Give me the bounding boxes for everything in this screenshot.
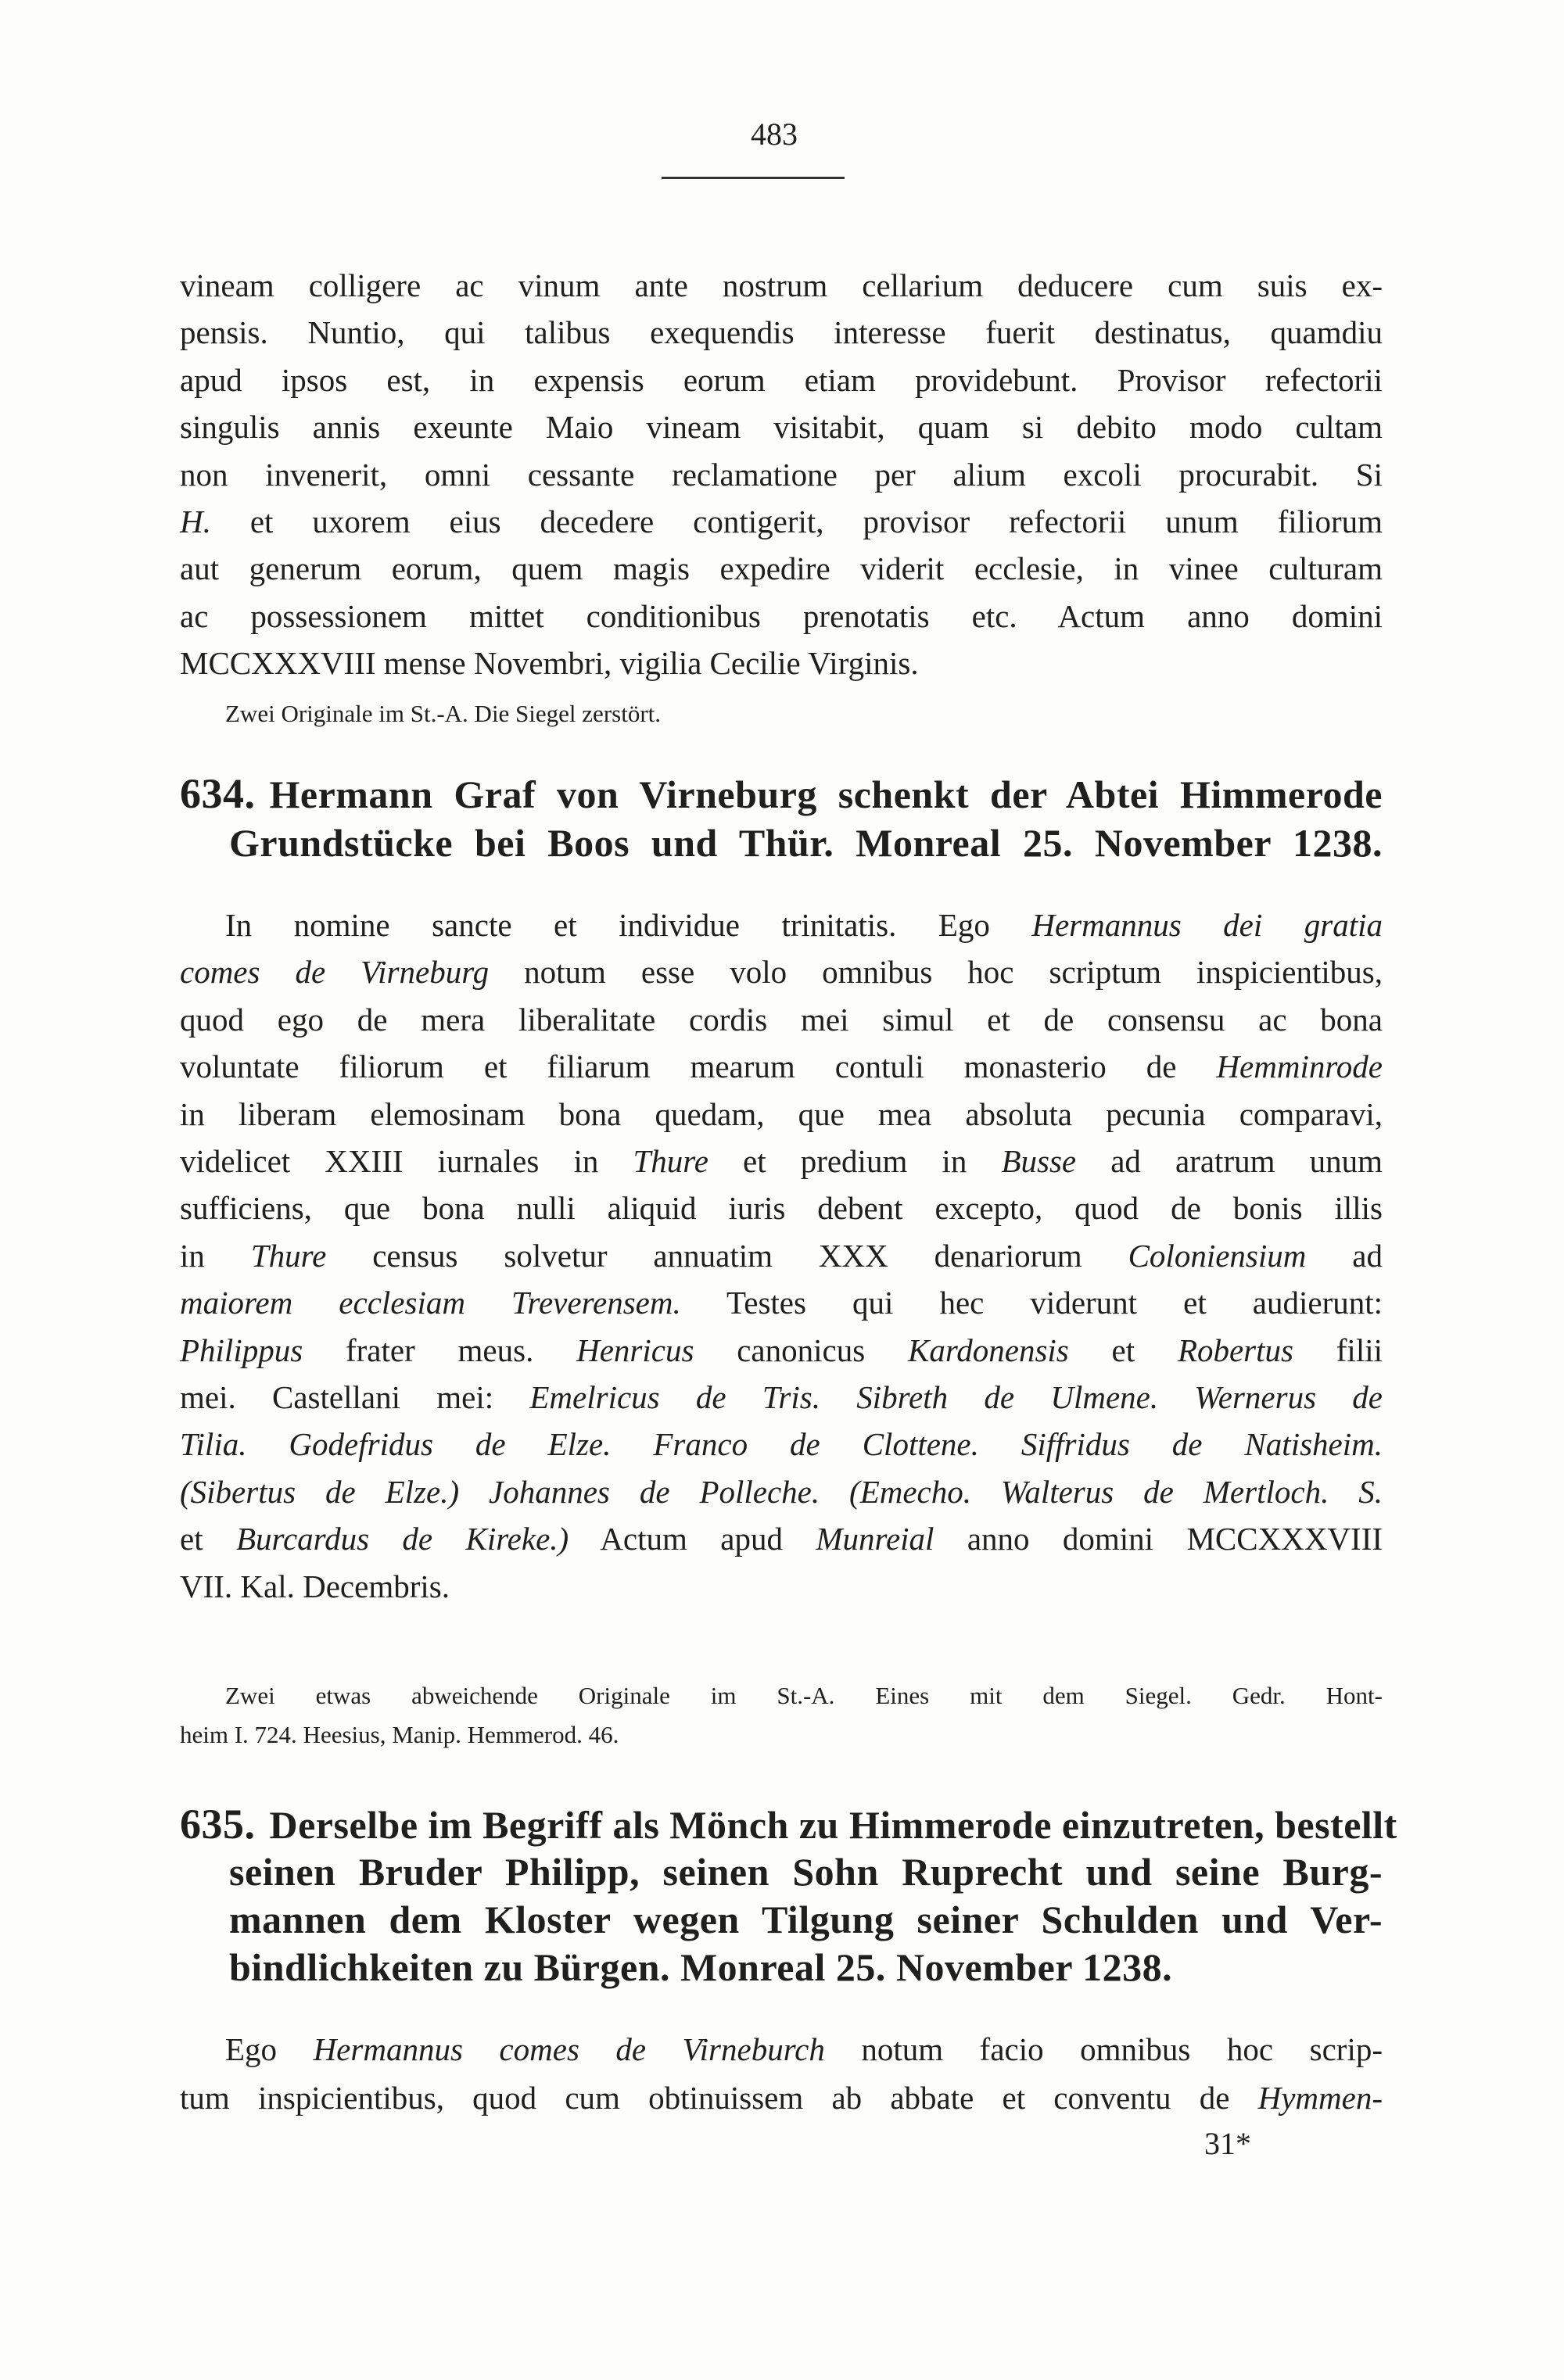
italic-name-text: comes de Virneburg — [180, 954, 490, 991]
italic-name-text: maiorem ecclesiam Treverensem. — [180, 1285, 681, 1321]
text-segment: aut generum eorum, quem magis expedire viderit ecclesie, in vinee culturam — [180, 550, 1383, 587]
text-segment: et — [180, 1521, 236, 1557]
italic-name-text: Munreial — [816, 1521, 934, 1557]
text-segment: frater meus. — [303, 1332, 577, 1368]
text-segment: in liberam elemosinam bona quedam, que mea absoluta pecunia comparavi, — [180, 1095, 1383, 1132]
text-segment: et predium in — [708, 1143, 1002, 1179]
text-segment: apud ipsos est, in expensis eorum etiam providebunt. Provisor refectorii — [180, 361, 1383, 398]
italic-name-text: Thure — [633, 1143, 708, 1179]
text-segment: non invenerit, omni cessante reclamatione per alium excoli procurabit. Si — [180, 456, 1383, 493]
text-segment: ad aratrum unum — [1076, 1143, 1383, 1179]
paragraph-line — [180, 549, 1383, 588]
paragraph-line — [180, 952, 1383, 991]
paragraph-line — [180, 502, 1383, 541]
text-segment: videlicet XXIII iurnales in — [180, 1143, 633, 1179]
text-segment: Ego — [225, 2031, 314, 2067]
text-segment: pensis. Nuntio, qui talibus exequendis interesse fuerit destinatus, quamdiu — [180, 314, 1383, 351]
paragraph-line — [225, 905, 1383, 944]
text-segment: et — [1068, 1332, 1178, 1368]
text-segment: seinen Bruder Philipp, seinen Sohn Ruprecht und seine Burg- — [229, 1850, 1383, 1894]
charter-heading-line — [229, 1900, 1383, 1939]
italic-name-text: Henricus — [576, 1332, 694, 1368]
text-segment: Testes qui hec viderunt et audierunt: — [680, 1285, 1383, 1321]
text-segment: filii — [1293, 1332, 1383, 1368]
text-segment: VII. Kal. Decembris. — [180, 1568, 450, 1604]
text-segment: quod ego de mera liberalitate cordis mei simul et de consensu ac bona — [180, 1001, 1383, 1038]
text-segment: Grundstücke bei Boos und Thür. Monreal 25. November 1238. — [229, 821, 1383, 865]
italic-name-text: Hymmen- — [1257, 2080, 1383, 2116]
paragraph-line — [180, 1142, 1383, 1181]
source-note-line — [225, 694, 1383, 733]
italic-name-text: Robertus — [1177, 1332, 1293, 1368]
text-segment: ad — [1306, 1237, 1383, 1274]
paragraph-line — [180, 1000, 1383, 1039]
paragraph-line — [180, 313, 1383, 352]
text-segment: et uxorem eius decedere contigerit, provisor refectorii unum filiorum — [210, 504, 1383, 539]
italic-name-text: Hemminrode — [1216, 1048, 1383, 1085]
paragraph-line — [180, 1095, 1383, 1134]
italic-name-text: Kardonensis — [907, 1332, 1069, 1368]
charter-number: 634. — [180, 770, 256, 817]
charter-heading-line — [180, 770, 1383, 817]
charter-heading-line — [229, 821, 1383, 865]
paragraph-line — [180, 1425, 1383, 1464]
italic-name-text: Hermannus dei gratia — [1031, 907, 1383, 943]
paragraph-line — [180, 1283, 1383, 1322]
paragraph-line — [180, 597, 1383, 636]
text-segment: in — [180, 1237, 251, 1274]
italic-name-text: H. — [180, 504, 211, 539]
paragraph-line — [180, 266, 1383, 305]
text-segment: census solvetur annuatim XXX denariorum — [326, 1237, 1128, 1274]
text-segment: Hermann Graf von Virneburg schenkt der Abtei Himmerode — [269, 772, 1383, 816]
italic-name-text: Busse — [1001, 1143, 1077, 1179]
text-segment: voluntate filiorum et filiarum mearum contuli monasterio de — [180, 1048, 1217, 1085]
charter-heading-line — [229, 1850, 1383, 1894]
paragraph-line — [180, 1047, 1383, 1086]
text-segment: sufficiens, que bona nulli aliquid iuris debent excepto, quod de bonis illis — [180, 1190, 1383, 1227]
text-segment: In nomine sancte et individue trinitatis. Ego — [225, 907, 1032, 943]
paragraph-line — [180, 1472, 1383, 1511]
text-segment: MCCXXXVIII mense Novembri, vigilia Cecilie Virginis. — [180, 645, 919, 682]
text-segment: mannen dem Kloster wegen Tilgung seiner Schulden und Ver- — [229, 1898, 1383, 1941]
page-number: 483 — [751, 116, 798, 152]
italic-name-text: Burcardus de Kireke.) — [235, 1521, 569, 1557]
charter-heading-line — [180, 1801, 1397, 1848]
italic-name-text: Thure — [250, 1237, 327, 1274]
paragraph-line — [180, 455, 1383, 494]
paragraph-line — [180, 1378, 1383, 1417]
text-segment: singulis annis exeunte Maio vineam visitabit, quam si debito modo cultam — [180, 409, 1383, 446]
paragraph-line — [180, 1236, 1383, 1275]
source-note-line — [180, 1715, 1383, 1755]
text-segment: Zwei Originale im St.-A. Die Siegel zerstört. — [225, 700, 662, 727]
text-segment: mei. Castellani mei: — [180, 1379, 530, 1415]
italic-name-text: (Sibertus de Elze.) Johannes de Polleche. (Emecho. Walterus de Mertloch. S. — [180, 1473, 1383, 1510]
paragraph-line — [180, 360, 1383, 400]
paragraph-line — [180, 1188, 1383, 1228]
paragraph-line — [180, 407, 1383, 446]
text-segment: bindlichkeiten zu Bürgen. Monreal 25. November 1238. — [229, 1945, 1173, 1989]
text-segment: Zwei etwas abweichende Originale im St.-A. Eines mit dem Siegel. Gedr. Hont- — [225, 1682, 1383, 1709]
paragraph-line — [180, 1567, 1383, 1606]
text-segment: notum esse volo omnibus hoc scriptum inspicientibus, — [489, 954, 1383, 991]
italic-name-text: Coloniensium — [1128, 1237, 1307, 1274]
paragraph-line — [180, 2078, 1383, 2117]
text-segment: heim I. 724. Heesius, Manip. Hemmerod. 46. — [180, 1721, 619, 1748]
page-number-rule — [662, 177, 845, 179]
paragraph-line — [180, 1519, 1383, 1558]
text-segment: Actum apud — [569, 1521, 816, 1557]
paragraph-line — [225, 2030, 1383, 2069]
paragraph-line — [180, 1331, 1383, 1370]
text-segment: notum facio omnibus hoc scrip- — [824, 2031, 1383, 2067]
text-segment: vineam colligere ac vinum ante nostrum cellarium deducere cum suis ex- — [180, 267, 1383, 303]
italic-name-text: Tilia. Godefridus de Elze. Franco de Clottene. Siffridus de Natisheim. — [180, 1426, 1383, 1463]
source-note-line — [225, 1676, 1383, 1715]
text-segment: anno domini MCCXXXVIII — [934, 1521, 1383, 1557]
text-segment: ac possessionem mittet conditionibus prenotatis etc. Actum anno domini — [180, 597, 1383, 634]
italic-name-text: Hermannus comes de Virneburch — [313, 2031, 825, 2067]
charter-number: 635. — [180, 1801, 256, 1848]
charter-heading-line — [229, 1945, 1383, 1989]
text-segment: Derselbe im Begriff als Mönch zu Himmerode einzutreten, bestellt — [269, 1803, 1397, 1847]
text-segment: tum inspicientibus, quod cum obtinuissem ab abbate et conventu de — [180, 2080, 1258, 2116]
italic-name-text: Emelricus de Tris. Sibreth de Ulmene. Wernerus de — [529, 1379, 1383, 1415]
italic-name-text: Philippus — [180, 1332, 303, 1368]
signature-mark: 31* — [1204, 2126, 1251, 2161]
text-segment: canonicus — [694, 1332, 908, 1368]
paragraph-line — [180, 643, 1383, 683]
